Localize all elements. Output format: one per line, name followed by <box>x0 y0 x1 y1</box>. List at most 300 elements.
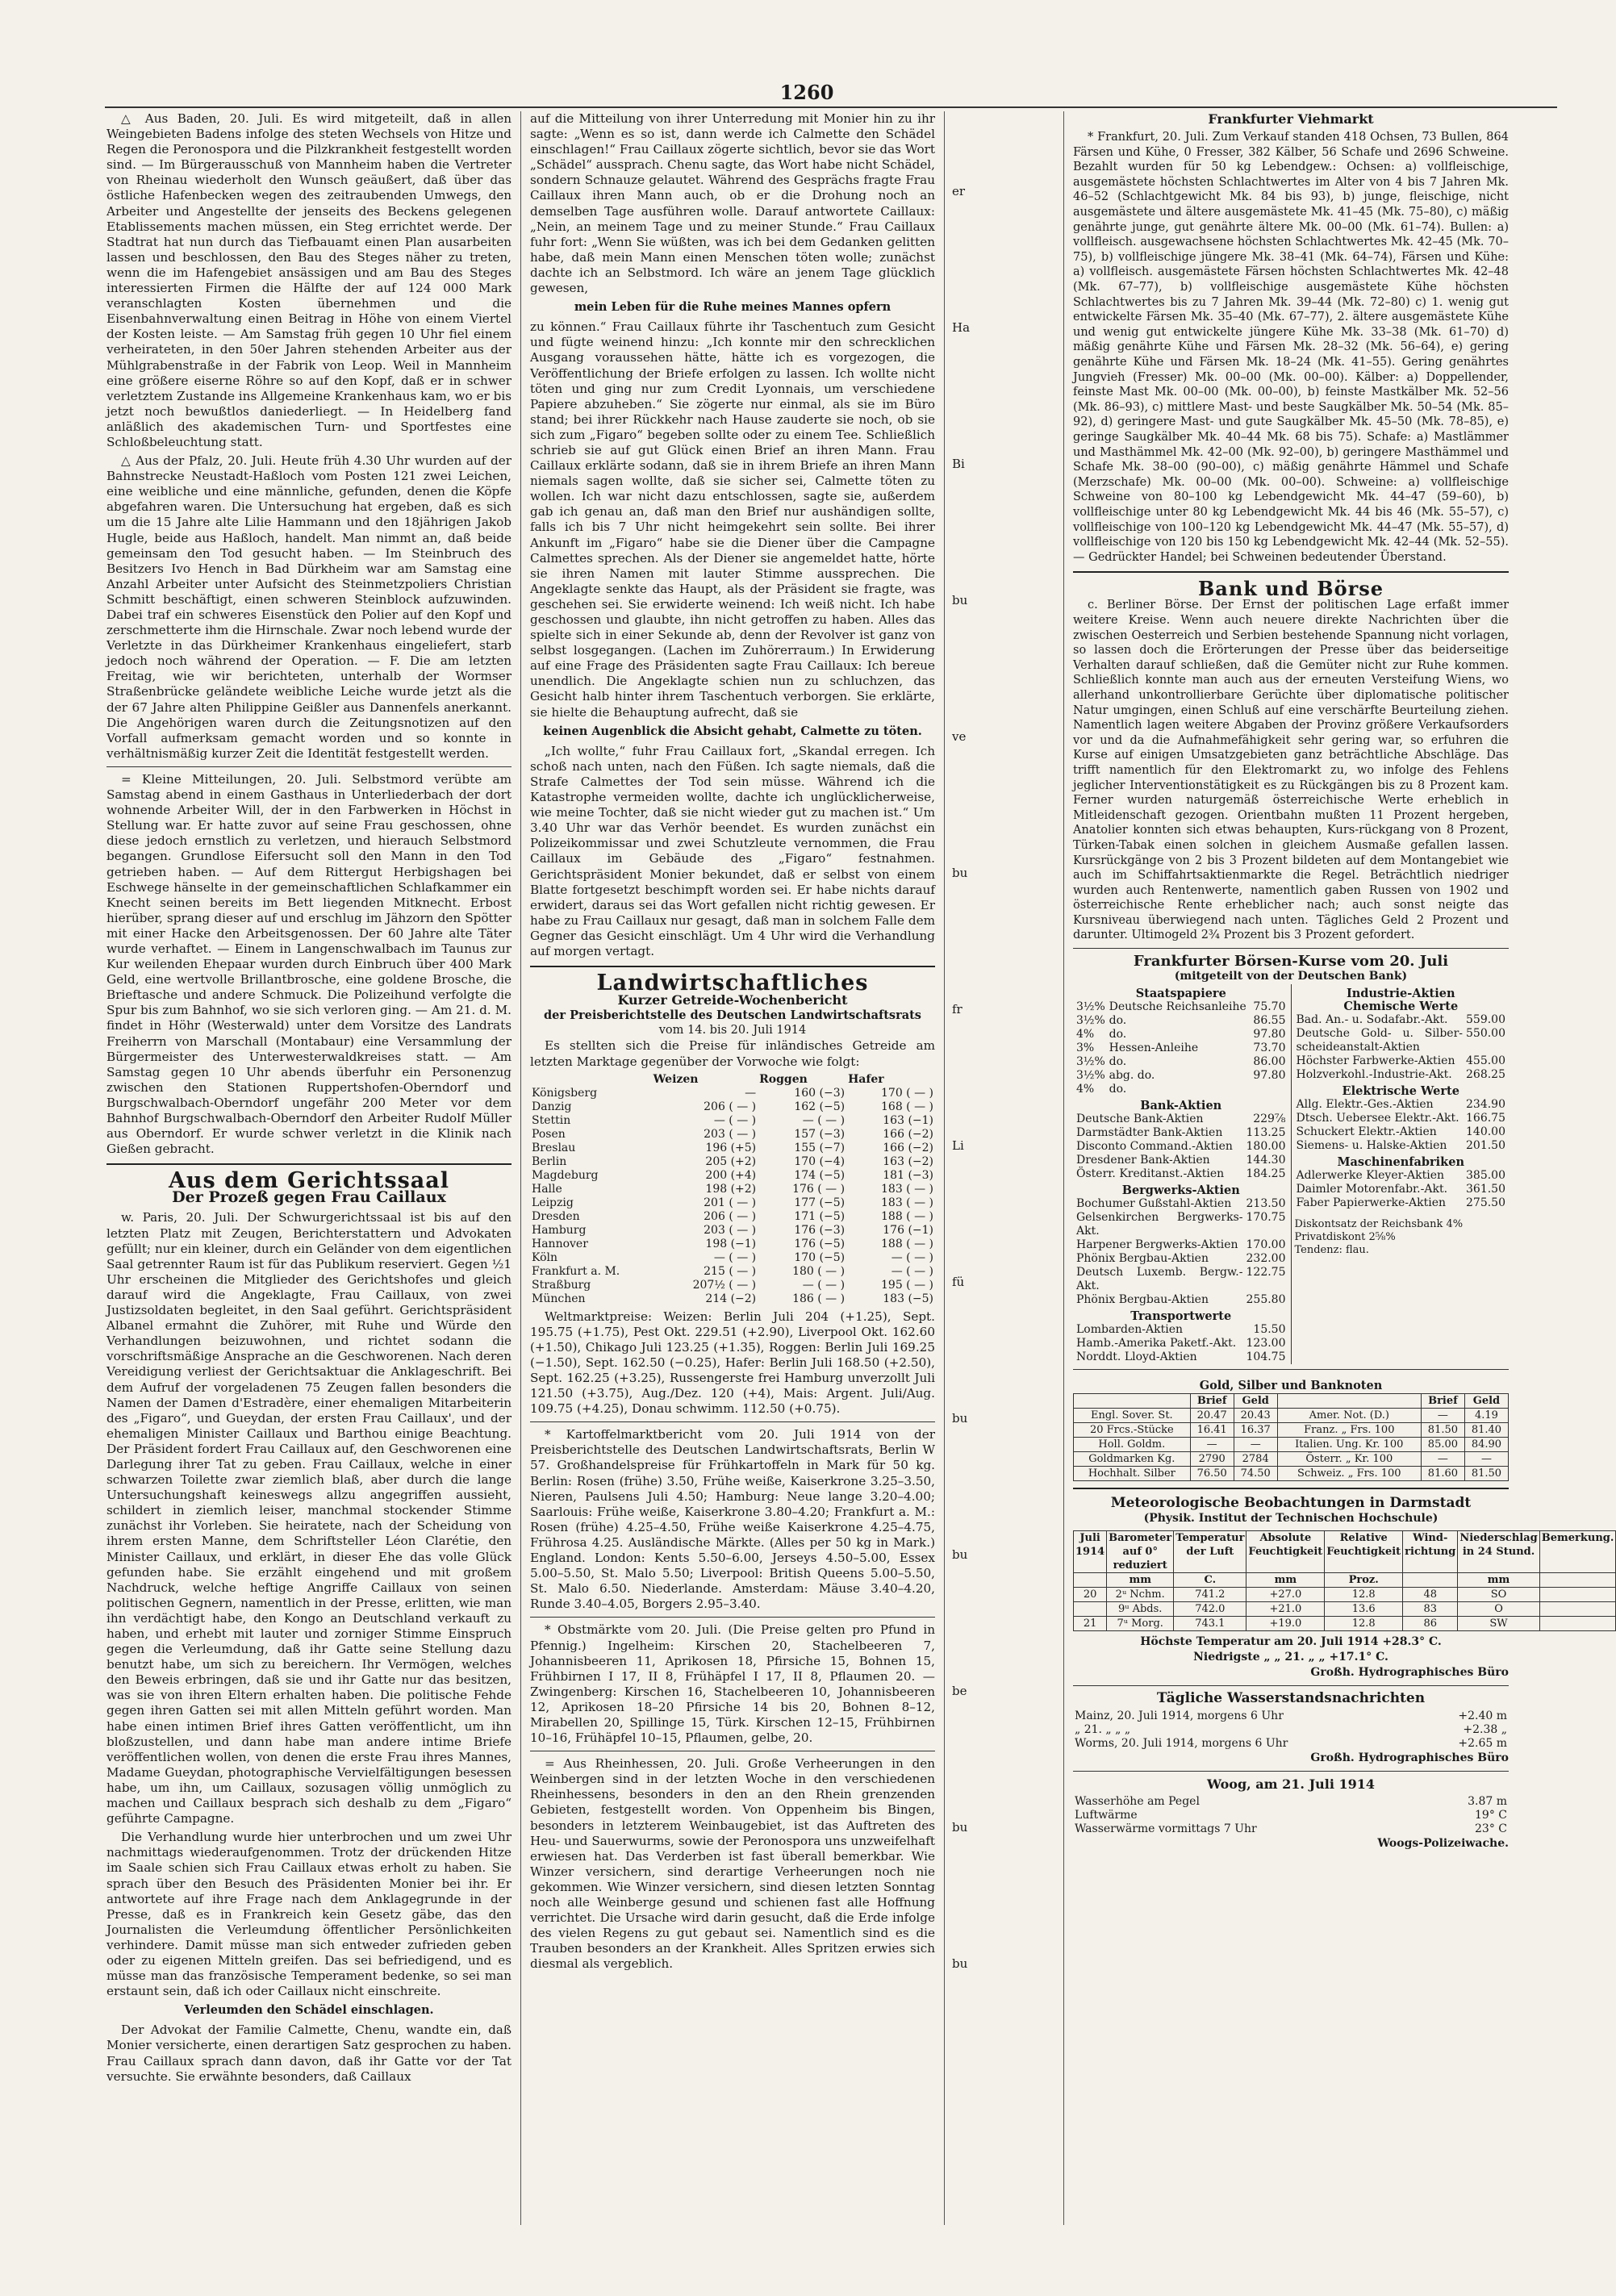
getreide-row <box>530 1142 935 1155</box>
getreide-row-cell: 205 (+2) <box>705 1154 757 1168</box>
gold-col-header <box>1277 1394 1421 1409</box>
gold-row-cell: 76.50 <box>1190 1467 1234 1481</box>
getreide-row-cell: 195 ( — ) <box>881 1278 933 1292</box>
getreide-row-cell: Leipzig <box>532 1196 574 1209</box>
getreide-row <box>530 1224 935 1238</box>
bergwerk-aktie-row-cell: Phönix Bergbau-Aktien <box>1076 1293 1209 1307</box>
meteo-row-cell: 741.2 <box>1174 1587 1246 1601</box>
transport-row-cell: 104.75 <box>1246 1350 1286 1364</box>
column-rule <box>1063 111 1064 2225</box>
staatspapiere-list <box>1075 1000 1288 1096</box>
chemische-werte-list <box>1295 1013 1508 1082</box>
divider <box>530 1421 935 1422</box>
getreide-row-cell: 198 (+2) <box>705 1182 757 1196</box>
staatspapier-row <box>1075 1083 1288 1096</box>
meteo-unit-header <box>1539 1572 1616 1587</box>
bank-aktien-list <box>1075 1113 1288 1181</box>
heading-bank-aktien: Bank-Aktien <box>1140 1099 1222 1113</box>
gold-row-cell: — <box>1234 1438 1277 1452</box>
woog-row-cell: 23° C <box>1475 1822 1507 1836</box>
transportwerte-list <box>1075 1323 1288 1364</box>
article-prozess-continued-2: zu können.“ Frau Caillaux führte ihr Taschentuch zum Gesicht und fügte weinend hinzu: „Ich konnte mir den schrecklichen Ausgang voraussehen hätte, hätte ich es vorgezogen, die Veröffentlichung der Briefe erfolgen zu lassen. Ich wollte nicht töten und ging nur zum Credit Lyonnais, um verschiedene Papiere abzuheben.“ Sie zögerte nur einmal, als sie im Büro stand; bei ihrer Rückkehr nach Hause zauderte sie noch, ob sie sich zum „Figaro“ begeben sollte oder zu einem Tee. Schließlich schrieb sie auf gut Glück einen Brief an ihren Mann. Frau Caillaux erklärte sodann, daß sie in ihrem Briefe an ihren Mann niemals sagen wollte, daß sie sicher sei, Calmette töten zu wollen. Ich war nicht dazu entschlossen, sagte sie, außerdem gab ich genau an, daß man den Brief nur aushändigen sollte, falls ich bis 7 Uhr nicht heimgekehrt sein sollte. Bei ihrer Ankunft im „Figaro“ habe sie die Diener über die Campagne Calmettes sprechen. Als der Diener sie angemeldet hatte, hörte sie ihren Namen mit lauter Stimme aussprechen. Die Angeklagte senkte das Haupt, als der Präsident sie fragte, was geschehen sei. Sie erwiderte weinend: Ich weiß nicht. Ich habe geschossen und glaubte, ihn nicht getroffen zu haben. Alles das spielte sich in einer Sekunde ab, denn der Revolver ist ganz von selbst losgegangen. (Lachen im Zuhörerraum.) In Erwiderung auf eine Frage des Präsidenten sagte Frau Caillaux: Ich bereue unendlich. Die Angeklagte schien nun zu schluchzen, das Gesicht halb hinter ihrem Taschentuch verborgen. Sie erklärte, sie hielte die Behauptung aufrecht, daß sie <box>530 319 935 720</box>
wasserstand-row-cell: +2.40 m <box>1458 1709 1507 1722</box>
transport-row <box>1075 1337 1288 1350</box>
wasserstand-row-cell: „ 21. „ „ „ <box>1075 1722 1131 1736</box>
divider <box>1073 1488 1509 1489</box>
chemie-row-cell: Deutsche Gold- u. Silber-scheideanstalt-Aktien <box>1296 1027 1463 1054</box>
bank-aktie-row-cell: Dresdener Bank-Aktien <box>1076 1154 1210 1167</box>
divider <box>530 966 935 967</box>
getreide-row-cell: 188 ( — ) <box>881 1237 933 1250</box>
getreide-col-hafer: Hafer <box>848 1072 884 1086</box>
article-prozess-part1: w. Paris, 20. Juli. Der Schwurgerichtssaal ist bis auf den letzten Platz mit Zeugen, Berichterstattern und Advokaten gefüllt; nur ein kleiner, durch ein Geländer von dem eigentlichen Saal getrennter Raum ist für das Publikum reserviert. Gegen ½1 Uhr erscheinen die Mitglieder des Gerichtshofes und gleich darauf wird die Angeklagte, Frau Caillaux, von zwei Justizsoldaten begleitet, in den Saal geführt. Gerichtspräsident Albanel ermahnt die Zuhörer, mit Ruhe und Würde den Verhandlungen beizuwohnen, und richtet sodann die vorschriftsmäßige Ansprache an die Geschworenen. Nach deren Vereidigung verliest der Gerichtsaktuar die Anklageschrift. Bei dem Aufruf der vorgeladenen 75 Zeugen fallen besonders die Namen der Damen d'Estradère, einer ehemaligen Mitarbeiterin des „Figaro“, und Gueydan, der ersten Frau Caillaux', und der ehemaligen Minister Caillaux und Barthou einige Beachtung. Der Präsident fordert Frau Caillaux auf, den Geschworenen eine Darlegung ihrer Tat zu geben. Frau Caillaux, welche in einer schwarzen Toilette zwar ziemlich blaß, aber durch die lange Untersuchungshaft keineswegs allzu angegriffen aussieht, schildert in ziemlich leiser, manchmal stockender Stimme zunächst ihr Vorleben. Sie heiratete, nach der Scheidung von ihrem ersten Manne, dem Schriftsteller Léon Clarétie, den Minister Caillaux, und erklärt, in dieser Ehe das volle Glück gefunden habe. Sie erzählt eingehend und mit großem Nachdruck, welche heftige Angriffe Caillaux von seinen politischen Gegnern, namentlich in der Presse, erlitten, wie man ihn verdächtigt habe, den Kongo an Deutschland verkauft zu haben, und erhebt mit lauter und zorniger Stimme Einspruch gegen die Verleumdung, daß ihr Gatte seine Stellung dazu benutzt habe, um sich zu bereichern. Ihr Vermögen, welches den Beweis erbringen, daß sie und ihr Gatte nur das besitzen, was sie von ihren Eltern erhalten haben. Die politische Fehde gegen ihren Gatten sei mit allen Mitteln geführt worden. Man habe einen intimen Brief ihres Gatten veröffentlicht, um ihn bloßzustellen, und dann habe man andere intime Briefe veröffentlichen wollen, von denen die erste Frau ihres Mannes, Madame Gueydan, photographische Vervielfältigungen besessen habe, um ihn, um Caillaux, sozusagen völlig unmöglich zu machen und Caillaux besprach sich deshalb zu dem „Figaro“ geführte Campagne. <box>106 1210 512 1826</box>
meteo-subheading: (Physik. Institut der Technischen Hochschule) <box>1143 1512 1439 1526</box>
getreide-table <box>530 1073 935 1306</box>
getreide-row <box>530 1265 935 1279</box>
chemie-row-cell: Bad. An.- u. Sodafabr.-Akt. <box>1296 1013 1448 1027</box>
getreide-row-cell: 176 (−3) <box>794 1223 846 1237</box>
transport-row-cell: Hamb.-Amerika Paketf.-Akt. <box>1076 1337 1237 1350</box>
meteo-row-cell: 21 <box>1074 1616 1107 1630</box>
adjacent-page-text: Bi <box>952 457 965 471</box>
staatspapier-row-cell: do. <box>1109 1014 1127 1028</box>
adjacent-page-text: Ha <box>952 320 971 335</box>
gold-row-cell: 2784 <box>1234 1452 1277 1467</box>
getreide-row-cell: 214 (−2) <box>705 1292 757 1305</box>
bank-aktie-row <box>1075 1126 1288 1140</box>
getreide-row-cell: 155 (−7) <box>794 1141 846 1154</box>
heading-elektrische-werte: Elektrische Werte <box>1342 1084 1459 1099</box>
meteo-row-cell: 7ᵘ Morg. <box>1107 1616 1174 1630</box>
gold-row-cell: 20.43 <box>1234 1409 1277 1423</box>
getreide-row <box>530 1183 935 1196</box>
wasserstand-row <box>1073 1737 1509 1751</box>
staatspapier-row-cell: 3½% <box>1076 1055 1105 1069</box>
bank-aktie-row <box>1075 1154 1288 1167</box>
wasserstand-row-cell: Mainz, 20. Juli 1914, morgens 6 Uhr <box>1075 1709 1284 1722</box>
getreide-row-cell: 183 (−5) <box>883 1292 933 1305</box>
adjacent-page-text: ve <box>952 729 967 744</box>
gold-row-cell: 20 Frcs.-Stücke <box>1074 1423 1191 1438</box>
weltmarktpreise: Weltmarktpreise: Weizen: Berlin Juli 204 (+1.25), Sept. 195.75 (+1.75), Pest Okt. 229.51 (+2.90), Liverpool Okt. 162.60 (+1.50), Chikago Juli 123.25 (+1.35), Roggen: Berlin Juli 169.25 (−1.50), Sept. 162.50 (−0.25), Hafer: Berlin Juli 168.50 (+2.50), Sept. 162.25 (+3.25), Russengerste frei Hamburg unverzollt Juli 121.50 (+3.75), Aug./Dez. 120 (+4), Mais: Argent. Juli/Aug. 109.75 (+4.25), Donau schwimm. 112.50 (+0.75). <box>530 1309 935 1417</box>
meteo-col-header: Barometer auf 0° reduziert <box>1107 1530 1174 1572</box>
tendenz: Tendenz: flau. <box>1294 1244 1369 1257</box>
chemie-row <box>1295 1013 1508 1027</box>
adjacent-page-text: bu <box>952 1820 968 1835</box>
getreide-row-cell: — <box>745 1086 757 1100</box>
meteo-signature: Großh. Hydrographisches Büro <box>1310 1665 1509 1679</box>
elektro-row <box>1295 1125 1508 1139</box>
gold-row-cell: Holl. Goldm. <box>1074 1438 1191 1452</box>
meteo-col-header: Niederschlag in 24 Stund. <box>1458 1530 1539 1572</box>
chemie-row-cell: Holzverkohl.-Industrie-Akt. <box>1296 1068 1452 1082</box>
getreide-row-cell: Köln <box>532 1250 558 1264</box>
bergwerk-aktie-row-cell: 170.75 <box>1246 1211 1286 1225</box>
bergwerks-aktien-list <box>1075 1197 1288 1307</box>
bank-aktie-row-cell: 113.25 <box>1246 1126 1286 1140</box>
middle-column <box>530 111 935 2233</box>
article-heading-prozess: Der Prozeß gegen Frau Caillaux <box>172 1188 446 1207</box>
gold-row-cell: 81.60 <box>1421 1467 1464 1481</box>
getreide-row-cell: 181 (−3) <box>883 1168 933 1182</box>
getreide-row-cell: 186 ( — ) <box>792 1292 846 1305</box>
getreide-row-cell: Berlin <box>532 1154 567 1168</box>
maschinen-row-cell: Adlerwerke Kleyer-Aktien <box>1296 1169 1445 1183</box>
getreide-row-cell: 163 (−2) <box>883 1154 933 1168</box>
gold-row-cell: 81.50 <box>1464 1467 1508 1481</box>
chemie-row <box>1295 1068 1508 1082</box>
diskontsatz: Diskontsatz der Reichsbank 4% <box>1294 1218 1464 1231</box>
gold-row <box>1074 1452 1509 1467</box>
getreide-row-cell: Hannover <box>532 1237 588 1250</box>
meteo-unit-header: mm <box>1107 1572 1174 1587</box>
getreide-row-cell: Stettin <box>532 1113 571 1127</box>
getreide-row-cell: 183 ( — ) <box>881 1182 933 1196</box>
chemie-row-cell: 455.00 <box>1466 1054 1505 1068</box>
bank-aktie-row-cell: Discontо Command.-Aktien <box>1076 1140 1233 1154</box>
getreide-row-cell: Halle <box>532 1182 562 1196</box>
bergwerk-aktie-row-cell: Harpener Bergwerks-Aktien <box>1076 1238 1238 1252</box>
getreide-col-weizen: Weizen <box>653 1072 699 1086</box>
gold-row-cell: 2790 <box>1190 1452 1234 1467</box>
adjacent-page-text: be <box>952 1684 967 1698</box>
getreide-row-cell: 180 ( — ) <box>792 1264 846 1278</box>
gold-silber-table <box>1073 1393 1509 1481</box>
staatspapier-row-cell: abg. do. <box>1109 1069 1155 1083</box>
article-kleine-mitteilungen: = Kleine Mitteilungen, 20. Juli. Selbstmord verübte am Samstag abend in einem Gasthaus in Unterliederbach der dort wohnende Arbeiter Will, der in den Farbwerken in Höchst in Stellung war. Er hatte zuvor auf seine Frau geschossen, ohne diese jedoch ernstlich zu verletzen, und hierauch Selbstmord begangen. Grundlose Eifersucht soll den Mann in den Tod getrieben haben. — Auf dem Rittergut Herbigshagen bei Eschwege hänselte in der gemeinschaftlichen Schlafkammer ein Knecht seinen bereits im Bett liegenden Mitknecht. Erbost hierüber, sprang dieser auf und erschlug im Jähzorn den Spötter mit einer Hacke den Arbeitsgenossen. Der 60 Jahre alte Täter wurde verhaftet. — Einem in Langenschwalbach im Taunus zur Kur weilenden Ehepaar wurden durch Einbruch über 400 Mark Geld, eine wertvolle Brillantbrosche, eine goldene Brosche, die Brieftasche und andere Schmuck. Die Polizeihund verfolgte die Spur bis zum Bahnhof, wo sie sich verloren ging. — Am 21. d. M. findet in Höhr (Westerwald) unter dem Vorsitze des Landrats Freiherrn von Marschall (Montabaur) eine Versammlung der Bürgermeister des Unterwesterwaldkreises statt. — Am Samstag gegen 10 Uhr abends überfuhr ein Personenzug zwischen den Stationen Ruppertshofen-Oberndorf und Burgschwalbach-Oberndorf ungefähr 200 Meter vor dem Bahnhof Burgschwalbach-Oberndorf den Arbeiter Rudolf Müller aus Oberndorf. Er wurde schwer verletzt in die Klinik nach Gießen gebracht. <box>106 771 512 1157</box>
bank-aktie-row-cell: 184.25 <box>1246 1167 1286 1181</box>
staatspapier-row-cell: 73.70 <box>1253 1042 1286 1055</box>
maschinen-row-cell: Faber Papierwerke-Aktien <box>1296 1196 1447 1210</box>
getreide-row-cell: 168 ( — ) <box>881 1100 933 1113</box>
heading-bergwerks-aktien: Bergwerks-Aktien <box>1121 1183 1240 1198</box>
staatspapier-row-cell: 3½% <box>1076 1069 1105 1083</box>
wasserstand-row-cell: +2.38 „ <box>1463 1722 1507 1736</box>
bergwerk-aktie-row-cell: Bochumer Gußstahl-Aktien <box>1076 1197 1232 1211</box>
meteo-row-cell: SW <box>1458 1616 1539 1630</box>
chemie-row <box>1295 1027 1508 1054</box>
getreide-row-cell: 170 (−4) <box>794 1154 846 1168</box>
chemie-row-cell: 550.00 <box>1466 1027 1505 1041</box>
staatspapier-row-cell: 75.70 <box>1253 1000 1286 1014</box>
berliner-boerse-report: c. Berliner Börse. Der Ernst der politischen Lage erfaßt immer weitere Kreise. Wenn auch neuere direkte Nachrichten über die zwischen Oesterreich und Serbien bestehende Spannung nicht vorlagen, so lassen doch die Erörterungen der Presse über das beiderseitige Verhalten darauf schließen, daß die Gemüter nicht zur Ruhe kommen. Schließlich konnte man auch aus der erneuten Versteifung Wiens, wo allerhand unkontrollierbare Gerüchte über diplomatische politischer Natur umgingen, einen Schluß auf eine verschärfte Beurteilung ziehen. Namentlich lagen weitere Abgaben der Provinz größere Verkaufsorders vor und da die Aufnahmefähigkeit sehr gering war, so erfuhren die Kurse auf einigen Umsatzgebieten ganz beträchtliche Abschläge. Das trifft namentlich für den Elektromarkt zu, wo infolge des Fehlens jeglicher Interventionstätigkeit es zu Rückgängen bis zu 8 Prozent kam. Ferner wurden naturgemäß österreichische Werte erheblich in Mitleidenschaft gezogen. Orientbahn mußten 11 Prozent hergeben, Anatolier konnten sich etwas behaupten, Kurs-rückgang von 8 Prozent, Türken-Tabak einen solchen in gleichem Ausmaße gefallen lassen. Kursrückgänge von 2 bis 3 Prozent bildeten auf dem Montangebiet wie auch im Schiffahrtsaktienmarkte die Regel. Beträchtlich niedriger wurden auch Rentenwerte, namentlich gaben Russen von 1902 und österreichische Rente erheblicher nach; auch sonst neigte das Kursniveau überwiegend nach unten. Tägliches Geld 2 Prozent und darunter. Ultimogeld 2¾ Prozent bis 3 Prozent gefordert. <box>1073 599 1509 942</box>
heading-getreide-wochenbericht: Kurzer Getreide-Wochenbericht <box>617 992 848 1008</box>
woog-row-cell: 3.87 m <box>1468 1795 1507 1809</box>
section-heading-bank-boerse: Bank und Börse <box>1197 577 1384 601</box>
getreide-row <box>530 1169 935 1183</box>
meteo-row-cell: 13.6 <box>1325 1601 1403 1616</box>
staatspapier-row <box>1075 1042 1288 1055</box>
meteo-row-cell: 12.8 <box>1325 1587 1403 1601</box>
getreide-row-cell: 171 (−5) <box>794 1209 846 1223</box>
woog-row-cell: 19° C <box>1475 1809 1507 1822</box>
obstmaerkte: * Obstmärkte vom 20. Juli. (Die Preise gelten pro Pfund in Pfennig.) Ingelheim: Kirschen 20, Stachelbeeren 7, Johannisbeeren 11, Aprikosen 18, Pfirsiche 15, Bohnen 15, Frühbirnen I 17, II 8, Frühäpfel I 17, II 8, Pflaumen 20. — Zwingenberg: Kirschen 16, Stachelbeeren 10, Johannisbeeren 12, Aprikosen 18–20 Pfirsiche 14 bis 20, Bohnen 8–12, Mirabellen 20, Spillinge 15, Türk. Kirschen 12–15, Frühbirnen 10–16, Frühäpfel 10–15, Pflaumen, gelbe, 20. <box>530 1622 935 1746</box>
adjacent-page-text: bu <box>952 866 968 880</box>
heading-maschinenfabriken: Maschinenfabriken <box>1337 1155 1465 1170</box>
gold-row-cell: 81.40 <box>1464 1423 1508 1438</box>
getreide-row-cell: Hamburg <box>532 1223 587 1237</box>
meteo-row-cell <box>1074 1601 1107 1616</box>
bergwerk-aktie-row-cell: 213.50 <box>1246 1197 1286 1211</box>
column-rule <box>944 111 945 2225</box>
bergwerk-aktie-row <box>1075 1252 1288 1266</box>
meteo-row-cell: 12.8 <box>1325 1616 1403 1630</box>
wasserstand-list <box>1073 1709 1509 1751</box>
meteo-col-header: Wind-richtung <box>1403 1530 1458 1572</box>
getreide-row <box>530 1196 935 1210</box>
meteo-row-cell: +21.0 <box>1246 1601 1325 1616</box>
getreide-row-cell: 198 (−1) <box>705 1237 757 1250</box>
getreide-row-cell: Königsberg <box>532 1086 598 1100</box>
getreide-col-roggen: Roggen <box>759 1072 808 1086</box>
bank-aktie-row <box>1075 1167 1288 1181</box>
getreide-row <box>530 1128 935 1142</box>
meteo-row-cell: 20 <box>1074 1587 1107 1601</box>
getreide-row <box>530 1279 935 1292</box>
woog-row-cell: Wasserhöhe am Pegel <box>1075 1795 1200 1809</box>
chemie-row-cell: 559.00 <box>1466 1013 1505 1027</box>
getreide-row <box>530 1100 935 1114</box>
maschinen-row-cell: Daimler Motorenfabr.-Akt. <box>1296 1183 1448 1196</box>
transport-row-cell: Norddt. Lloyd-Aktien <box>1076 1350 1197 1364</box>
section-heading-gerichtssaal: Aus dem Gerichtssaal <box>168 1168 450 1194</box>
privatdiskont: Privatdiskont 2⅝% <box>1294 1231 1396 1244</box>
meteo-unit-header: C. <box>1174 1572 1246 1587</box>
gold-row <box>1074 1409 1509 1423</box>
meteo-row <box>1074 1587 1616 1601</box>
getreide-row-cell: Straßburg <box>532 1278 591 1292</box>
maschinen-row <box>1295 1169 1508 1183</box>
staatspapier-row-cell: 4% <box>1076 1028 1095 1042</box>
getreide-row-cell: 183 ( — ) <box>881 1196 933 1209</box>
woog-row <box>1073 1795 1509 1809</box>
gold-row-cell: Franz. „ Frs. 100 <box>1277 1423 1421 1438</box>
adjacent-page-text: er <box>952 184 966 198</box>
staatspapier-row-cell: Deutsche Reichsanleihe <box>1109 1000 1246 1014</box>
meteo-unit-header <box>1403 1572 1458 1587</box>
getreide-row-cell: Danzig <box>532 1100 572 1113</box>
article-prozess-continued: auf die Mitteilung von ihrer Unterredung mit Monier hin zu ihr sagte: „Wenn es so ist, dann werde ich Calmette den Schädel einschlagen!“ Frau Caillaux zögerte sichtlich, bevor sie das Wort „Schädel“ aussprach. Chenu sagte, das Wort habe nicht Schädel, sondern Schnauze gelautet. Während des Gesprächs fragte Frau Caillaux ihren Mann auch, ob er die Drohung noch an demselben Tage ausführen wolle. Darauf antwortete Caillaux: „Nein, an meinem Tage und zu meiner Stunde.“ Frau Caillaux fuhr fort: „Wenn Sie wüßten, was ich bei dem Gedanken gelitten habe, daß mein Mann einen Menschen töten wolle; zunächst dachte ich an Selbstmord. Ich wäre an jenem Tage glücklich gewesen, <box>530 111 935 296</box>
bank-aktie-row-cell: Österr. Kreditanst.-Aktien <box>1076 1167 1225 1181</box>
getreide-row-cell: 215 ( — ) <box>704 1264 757 1278</box>
gold-row-cell: 74.50 <box>1234 1467 1277 1481</box>
column-rule <box>520 111 521 2225</box>
getreide-row-cell: 170 (−5) <box>794 1250 846 1264</box>
meteo-row-cell: 86 <box>1403 1616 1458 1630</box>
getreide-row-cell: 188 ( — ) <box>881 1209 933 1223</box>
gold-row-cell: Italien. Ung. Kr. 100 <box>1277 1438 1421 1452</box>
maschinenfabriken-list <box>1295 1169 1508 1210</box>
getreide-row-cell: Frankfurt a. M. <box>532 1264 620 1278</box>
getreide-row-cell: 157 (−3) <box>794 1127 846 1141</box>
adjacent-page-text: bu <box>952 1547 968 1562</box>
gold-row-cell: Amer. Not. (D.) <box>1277 1409 1421 1423</box>
staatspapier-row-cell: 3½% <box>1076 1014 1105 1028</box>
getreide-row-cell: 207½ ( — ) <box>692 1278 757 1292</box>
elektrische-werte-list <box>1295 1098 1508 1153</box>
meteo-row-cell <box>1539 1601 1616 1616</box>
meteo-row <box>1074 1601 1616 1616</box>
staatspapier-row-cell: 97.80 <box>1253 1028 1286 1042</box>
gold-row-cell: — <box>1464 1452 1508 1467</box>
divider <box>1073 1771 1509 1772</box>
staatspapier-row-cell: 86.55 <box>1253 1014 1286 1028</box>
heading-viehmarkt: Frankfurter Viehmarkt <box>1208 111 1374 127</box>
gold-col-header: Geld <box>1464 1394 1508 1409</box>
gold-row <box>1074 1467 1509 1481</box>
getreide-row <box>530 1210 935 1224</box>
staatspapier-row-cell: Hessen-Anleihe <box>1109 1042 1199 1055</box>
getreide-row-cell: 163 (−1) <box>883 1113 933 1127</box>
getreide-row-cell: — ( — ) <box>713 1113 757 1127</box>
wasserstand-row-cell: Worms, 20. Juli 1914, morgens 6 Uhr <box>1075 1736 1288 1750</box>
gold-col-header: Geld <box>1234 1394 1277 1409</box>
heading-meteorologische: Meteorologische Beobachtungen in Darmstadt <box>1110 1495 1472 1512</box>
wasserstand-row <box>1073 1709 1509 1723</box>
gold-col-header: Brief <box>1421 1394 1464 1409</box>
heading-gold-silber: Gold, Silber und Banknoten <box>1199 1379 1383 1393</box>
getreide-row-cell: 196 (+5) <box>705 1141 757 1154</box>
elektro-row <box>1295 1098 1508 1112</box>
getreide-row-cell: 176 (−1) <box>883 1223 933 1237</box>
gold-row-cell: 4.19 <box>1464 1409 1508 1423</box>
staatspapier-row <box>1075 1055 1288 1069</box>
meteo-unit-header <box>1074 1572 1107 1587</box>
meteo-unit-header: mm <box>1458 1572 1539 1587</box>
elektro-row-cell: 140.00 <box>1466 1125 1505 1139</box>
getreide-row <box>530 1155 935 1169</box>
elektro-row <box>1295 1112 1508 1125</box>
heading-staatspapiere: Staatspapiere <box>1135 987 1226 1001</box>
meteo-col-header: Juli 1914 <box>1074 1530 1107 1572</box>
gold-col-header: Brief <box>1190 1394 1234 1409</box>
gold-col-header <box>1074 1394 1191 1409</box>
meteo-row-cell: 48 <box>1403 1587 1458 1601</box>
gold-row-cell: — <box>1421 1452 1464 1467</box>
staatspapier-row <box>1075 1014 1288 1028</box>
elektro-row-cell: Dtsch. Uebersee Elektr.-Akt. <box>1296 1112 1459 1125</box>
getreide-row <box>530 1251 935 1265</box>
meteo-row <box>1074 1616 1616 1630</box>
woog-row <box>1073 1809 1509 1822</box>
elektro-row-cell: 234.90 <box>1466 1098 1505 1112</box>
bank-aktie-row-cell: Darmstädter Bank-Aktien <box>1076 1126 1223 1140</box>
wasser-signature: Großh. Hydrographisches Büro <box>1310 1751 1509 1764</box>
bank-aktie-row <box>1075 1140 1288 1154</box>
bank-aktie-row-cell: Deutsche Bank-Aktien <box>1076 1113 1204 1126</box>
gold-row-cell: Goldmarken Kg. <box>1074 1452 1191 1467</box>
getreide-intro: Es stellten sich die Preise für inländisches Getreide am letzten Marktage gegenüber der Vorwoche wie folgt: <box>530 1038 935 1069</box>
meteo-col-header: Temperatur der Luft <box>1174 1530 1246 1572</box>
divider <box>1073 948 1509 949</box>
woog-row-cell: Luftwärme <box>1075 1809 1138 1822</box>
meteo-unit-header: Proz. <box>1325 1572 1403 1587</box>
getreide-row-cell: 203 ( — ) <box>704 1127 757 1141</box>
gold-row-cell: — <box>1190 1438 1234 1452</box>
gold-row-cell: 16.41 <box>1190 1423 1234 1438</box>
getreide-row-cell: 176 ( — ) <box>792 1182 846 1196</box>
kartoffelmarktbericht: * Kartoffelmarktbericht vom 20. Juli 1914 von der Preisberichtstelle des Deutschen Landwirtschaftsrats, Berlin W 57. Großhandelspreise für Frühkartoffeln in Mark für 50 kg. Berlin: Rosen (frühe) 3.50, Frühe weiße, Kaiserkrone 3.25–3.50, Nieren, Paulsens Juli 4.50; Hamburg: Neue lange 3.20–4.00; Saarlouis: Frühe weiße, Kaiserkrone 3.80–4.20; Frankfurt a. M.: Rosen (frühe) 4.25–4.50, Frühe weiße Kaiserkrone 4.25–4.75, Frührosa 4.25. Ausländische Märkte. (Alles per 50 kg in Mark.) England. London: Kents 5.50–6.00, Jerseys 4.50–5.00, Essex 5.00–5.50, St. Malo 5.50; Liverpool: British Queens 5.00–5.50, St. Malo 6.50. Niederlande. Amsterdam: Mäuse 3.40–4.20, Runde 3.40–4.05, Borgers 2.95–3.40. <box>530 1427 935 1612</box>
transport-row <box>1075 1350 1288 1364</box>
divider <box>1073 1369 1509 1370</box>
meteo-row-cell: 743.1 <box>1174 1616 1246 1630</box>
staatspapier-row-cell <box>1251 1083 1287 1096</box>
getreide-row-cell: 160 (−3) <box>794 1086 846 1100</box>
elektro-row-cell: Siemens- u. Halske-Aktien <box>1296 1139 1447 1153</box>
heading-boersen-kurse: Frankfurter Börsen-Kurse vom 20. Juli <box>1133 953 1449 971</box>
meteo-col-header: Bemerkung. <box>1539 1530 1616 1572</box>
getreide-row <box>530 1238 935 1251</box>
meteo-table <box>1073 1530 1616 1631</box>
maschinen-row-cell: 361.50 <box>1466 1183 1505 1196</box>
getreide-row <box>530 1292 935 1306</box>
maschinen-row-cell: 385.00 <box>1466 1169 1505 1183</box>
divider <box>1073 1685 1509 1686</box>
elektro-row <box>1295 1139 1508 1153</box>
divider <box>530 1617 935 1618</box>
bergwerk-aktie-row-cell: Deutsch Luxemb. Bergw.-Akt. <box>1076 1266 1243 1293</box>
article-prozess-continued-3: „Ich wollte,“ fuhr Frau Caillaux fort, „Skandal erregen. Ich schoß nach unten, nach den Füßen. Ich sagte niemals, daß die Strafe Calmettes der Tod sein müsse. Während ich die Katastrophe vermeiden wollte, dachte ich unglücklicherweise, wie meine Tochter, daß sie nicht wieder gut zu machen ist.“ Um 3.40 Uhr war das Verhör beendet. Es wurden zunächst ein Polizeikommissar und zwei Schutzleute vernommen, die Frau Caillaux im Gebäude des „Figaro“ festnahmen. Gerichtspräsident Monier bekundet, daß er selbst von einem Blatte fortgesetzt beschimpft worden sei. Er habe nichts darauf erwidert, daraus sei das Wort gefallen nicht richtig gewesen. Er habe zu Frau Caillaux nur gesagt, daß man in solchem Falle dem Gegner das Gesicht einschlägt. Um 4 Uhr wird die Verhandlung auf morgen vertagt. <box>530 743 935 958</box>
adjacent-page-text: bu <box>952 1411 968 1426</box>
gold-row-cell: Schweiz. „ Frs. 100 <box>1277 1467 1421 1481</box>
elektro-row-cell: 201.50 <box>1466 1139 1505 1153</box>
elektro-row-cell: Allg. Elektr.-Ges.-Aktien <box>1296 1098 1434 1112</box>
heading-transportwerte: Transportwerte <box>1130 1309 1232 1324</box>
meteo-row-cell: 9ᵘ Abds. <box>1107 1601 1174 1616</box>
getreide-row-cell: 162 (−5) <box>794 1100 846 1113</box>
staatspapier-row <box>1075 1000 1288 1014</box>
gold-row-cell: Engl. Sover. St. <box>1074 1409 1191 1423</box>
bergwerk-aktie-row-cell: Phönix Bergbau-Aktien <box>1076 1252 1209 1266</box>
divider <box>1073 571 1509 573</box>
bergwerk-aktie-row <box>1075 1266 1288 1293</box>
staatspapier-row-cell: 3½% <box>1076 1000 1105 1014</box>
transport-row-cell: Lombarden-Aktien <box>1076 1323 1183 1337</box>
adjacent-page-text: fü <box>952 1275 965 1289</box>
meteo-col-header: Absolute Feuchtigkeit <box>1246 1530 1325 1572</box>
meteo-row-cell <box>1539 1616 1616 1630</box>
getreide-row-cell: 203 ( — ) <box>704 1223 757 1237</box>
meteo-max-temp: Höchste Temperatur am 20. Juli 1914 +28.3° C. <box>1140 1634 1442 1648</box>
transport-row-cell: 123.00 <box>1246 1337 1286 1350</box>
getreide-row-cell: 177 (−5) <box>794 1196 846 1209</box>
meteo-min-temp: Niedrigste „ „ 21. „ „ +17.1° C. <box>1193 1650 1388 1664</box>
adjacent-page-text: fr <box>952 1002 963 1017</box>
bergwerk-aktie-row-cell: 232.00 <box>1246 1252 1286 1266</box>
getreide-row-cell: 206 ( — ) <box>704 1100 757 1113</box>
gold-row-cell: Hochhalt. Silber <box>1074 1467 1191 1481</box>
staatspapier-row <box>1075 1028 1288 1042</box>
maschinen-row <box>1295 1183 1508 1196</box>
meteo-row-cell: 2ᵘ Nchm. <box>1107 1587 1174 1601</box>
getreide-row-cell: Breslau <box>532 1141 576 1154</box>
getreide-date: vom 14. bis 20. Juli 1914 <box>658 1024 807 1037</box>
getreide-row-cell: — ( — ) <box>891 1250 933 1264</box>
elektro-row-cell: 166.75 <box>1466 1112 1505 1125</box>
meteo-row-cell: 83 <box>1403 1601 1458 1616</box>
meteo-row-cell: +27.0 <box>1246 1587 1325 1601</box>
page-number: 1260 <box>779 81 834 104</box>
viehmarkt-report: * Frankfurt, 20. Juli. Zum Verkauf standen 418 Ochsen, 73 Bullen, 864 Färsen und Kühe, 0 Fresser, 382 Kälber, 56 Schafe und 2696 Schweine. Bezahlt wurden für 50 kg Lebendgew.: Ochsen: a) vollfleischige, ausgemästete höchsten Schlachtwertes im Alter von 4 bis 7 Jahren Mk. 46–52 (Schlachtgewicht Mk. 84 bis 93), b) junge, fleischige, nicht ausgemästete und ältere ausgemästete Mk. 41–45 (Mk. 75–80), c) mäßig genährte junge, gut genährte ältere Mk. 00–00 (Mk. 61–74). Bullen: a) vollfleisch. ausgewachsene höchsten Schlachtwertes Mk. 42–45 (Mk. 70–75), b) vollfleischige jüngere Mk. 38–41 (Mk. 64–74), Färsen und Kühe: a) vollfleisch. ausgemästete Färsen höchsten Schlachtwertes Mk. 42–48 (Mk. 67–77), b) vollfleischige ausgemästete Kühe höchsten Schlachtwertes bis zu 7 Jahren Mk. 39–44 (Mk. 72–80) c) 1. wenig gut entwickelte Färsen Mk. 35–40 (Mk. 67–77), 2. ältere ausgemästete Kühe und wenig gut entwickelte jüngere Kühe Mk. 33–38 (Mk. 61–70) d) mäßig genährte Kühe und Färsen Mk. 28–32 (Mk. 56–64), e) gering genährte Kühe und Färsen Mk. 18–24 (Mk. 41–55). Gering genährtes Jungvieh (Fresser) Mk. 00–00 (Mk. 00–00). Kälber: a) Doppellender, feinste Mast Mk. 00–00 (Mk. 00–00), b) feinste Mastkälber Mk. 52–56 (Mk. 86–93), c) mittlere Mast- und beste Saugkälber Mk. 50–54 (Mk. 85–92), d) geringere Mast- und gute Saugkälber Mk. 45–50 (Mk. 78–85), e) geringe Saugkälber Mk. 40–44 Mk. 68 bis 75). Schafe: a) Mastlämmer und Masthämmel Mk. 42–00 (Mk. 92–00), b) geringere Masthämmel und Schafe Mk. 38–00 (90–00), c) mäßig genährte Hämmel und Schafe (Merzschafe) Mk. 00–00 (Mk. 00–00). Schweine: a) vollfleischige Schweine von 80–100 kg Lebendgewicht Mk. 44–47 (59–60), b) vollfleischige unter 80 kg Lebendgewicht Mk. 44 bis 46 (Mk. 55–57), c) vollfleischige von 100–120 kg Lebendgewicht Mk. 44–47 (Mk. 55–57), d) vollfleischige von 120 bis 150 kg Lebendgewicht Mk. 42–44 (Mk. 52–55). — Gedrückter Handel; bei Schweinen bedeutender Überstand. <box>1073 131 1509 564</box>
getreide-row-cell: 166 (−2) <box>883 1141 933 1154</box>
divider <box>106 766 512 767</box>
gold-row-cell: — <box>1421 1409 1464 1423</box>
wasserstand-row <box>1073 1723 1509 1737</box>
meteo-row-cell: 742.0 <box>1174 1601 1246 1616</box>
heading-wasserstand: Tägliche Wasserstandsnachrichten <box>1156 1689 1426 1706</box>
heading-chemische-werte: Chemische Werte <box>1343 1000 1459 1014</box>
woog-list <box>1073 1795 1509 1836</box>
